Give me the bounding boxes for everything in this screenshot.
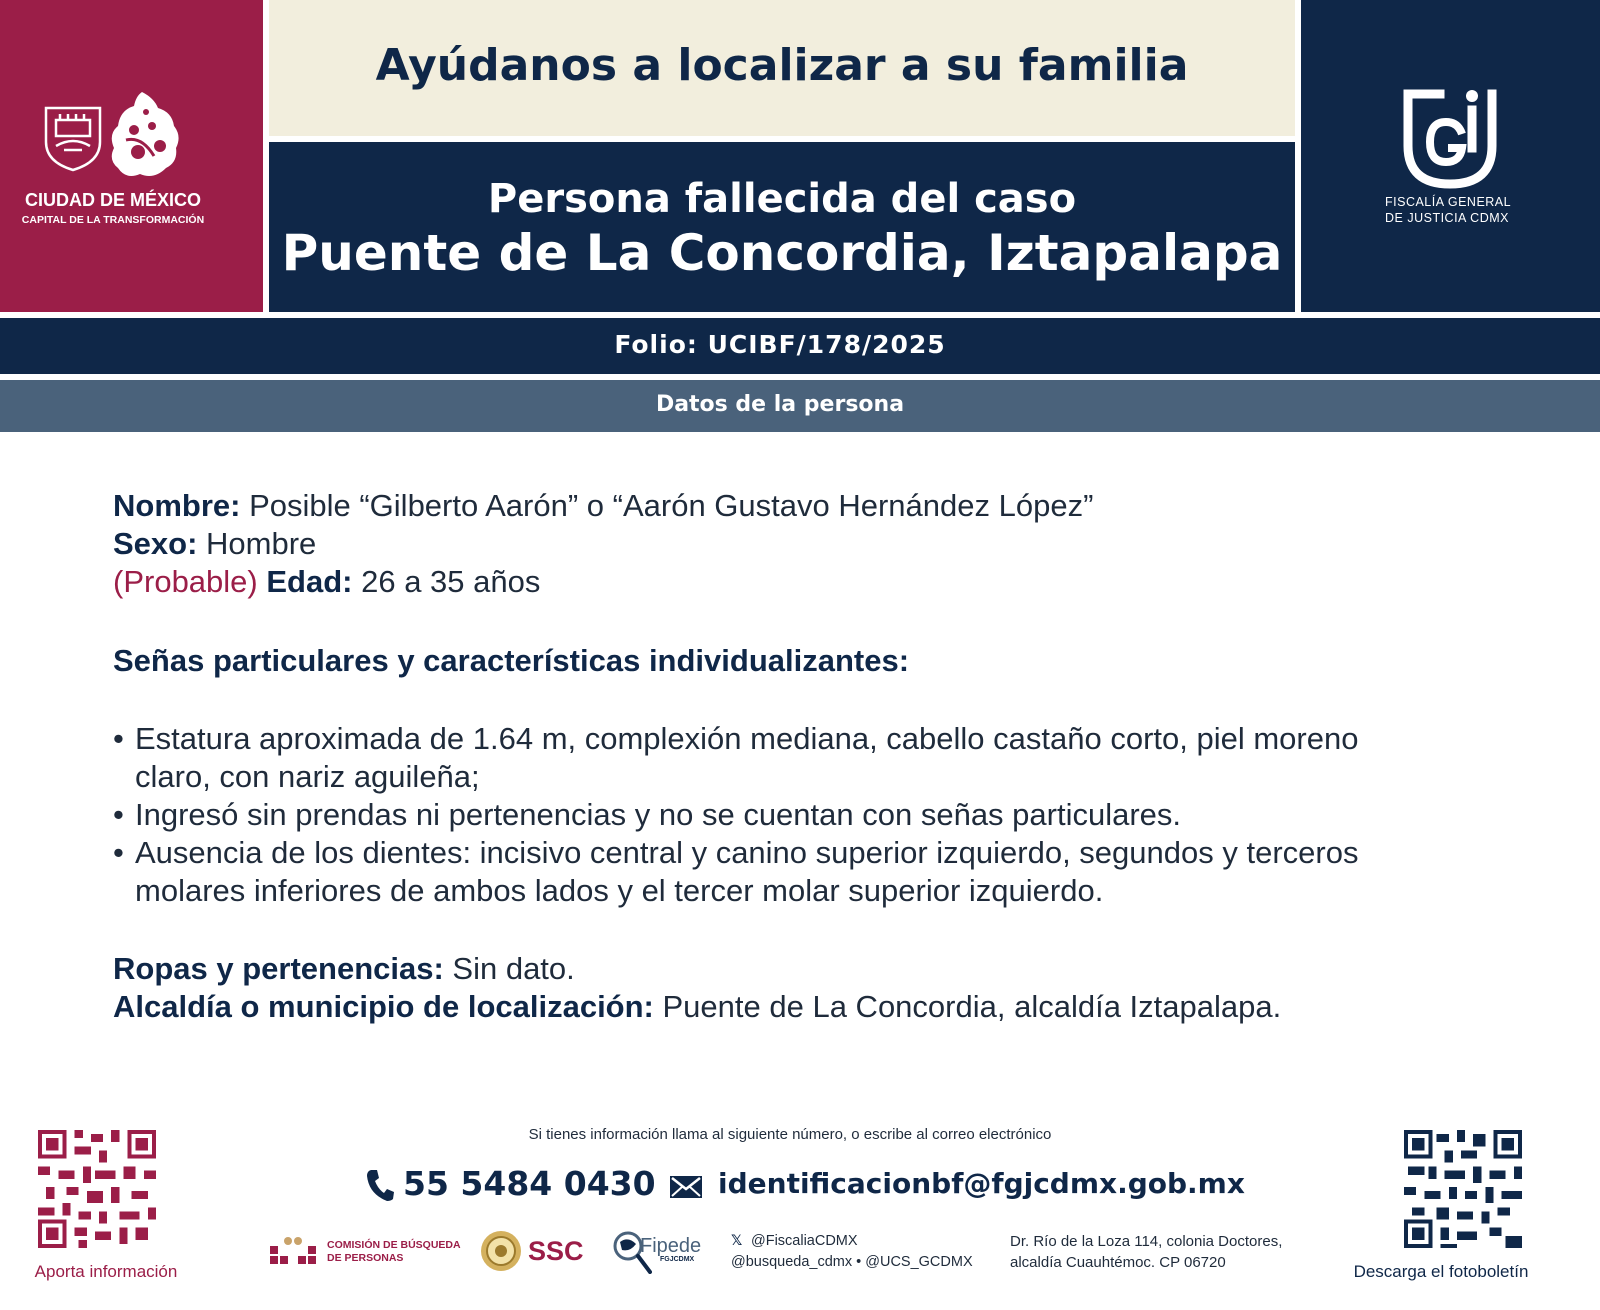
email-address[interactable]: identificacionbf@fgjcdmx.gob.mx	[718, 1167, 1245, 1200]
age-value: 26 a 35 años	[352, 564, 541, 599]
location-label: Alcaldía o municipio de localización:	[113, 989, 654, 1024]
case-subtitle: Persona fallecida del caso	[487, 176, 1077, 222]
features-title: Señas particulares y características individualizantes:	[113, 643, 910, 678]
address-line-2: alcaldía Cuauhtémoc. CP 06720	[1010, 1254, 1226, 1271]
fgj-logo-icon	[1400, 86, 1500, 191]
fgj-name-line2: DE JUSTICIA CDMX	[1385, 211, 1509, 225]
belongings-and-location	[113, 950, 1563, 1026]
belongings-value: Sin dato.	[443, 951, 575, 986]
contact-note: Si tienes información llama al siguiente número, o escribe al correo electrónico	[528, 1126, 1052, 1143]
age-row	[113, 563, 1513, 601]
social-handle-fiscalia[interactable]: @FiscaliaCDMX	[751, 1233, 858, 1249]
qr-code-download-icon[interactable]	[1404, 1130, 1522, 1248]
cdmx-tagline: CAPITAL DE LA TRANSFORMACIÓN	[21, 214, 205, 226]
list-item: • Ausencia de los dientes: incisivo central y canino superior izquierdo, segundos y terceros molares inferiores de ambos lados y el tercer molar superior izquierdo.	[113, 834, 1413, 910]
x-social-icon: 𝕏	[731, 1233, 743, 1249]
list-item: • Estatura aproximada de 1.64 m, complexión mediana, cabello castaño corto, piel moreno claro, con nariz aguileña;	[113, 720, 1413, 796]
cbp-name-line2: DE PERSONAS	[327, 1252, 404, 1264]
qr-download-label[interactable]: Descarga el fotoboletín	[1353, 1262, 1529, 1281]
name-label: Nombre:	[113, 488, 241, 523]
belongings-row	[113, 950, 1563, 988]
section-title: Datos de la persona	[655, 392, 905, 417]
fipede-sub: FGJCDMX	[660, 1256, 695, 1263]
sex-label: Sexo:	[113, 526, 198, 561]
phone-icon	[365, 1168, 395, 1202]
page-title: Ayúdanos a localizar a su familia	[375, 40, 1189, 91]
list-item: • Ingresó sin prendas ni pertenencias y no se cuentan con señas particulares.	[113, 796, 1413, 834]
location-row	[113, 988, 1563, 1026]
name-value: Posible “Gilberto Aarón” o “Aarón Gustavo Hernández López”	[240, 488, 1094, 523]
qr-report-label[interactable]: Aporta información	[34, 1262, 178, 1281]
mail-icon	[670, 1176, 702, 1198]
person-details	[113, 487, 1513, 601]
sex-value: Hombre	[197, 526, 317, 561]
folio-number: Folio: UCIBF/178/2025	[614, 330, 946, 359]
location-value: Puente de La Concordia, alcaldía Iztapalapa.	[653, 989, 1282, 1024]
cdmx-coat-of-arms-icon	[42, 90, 192, 185]
ssc-badge-icon	[480, 1230, 522, 1272]
cdmx-name: CIUDAD DE MÉXICO	[24, 190, 201, 210]
name-row	[113, 487, 1513, 525]
sex-row	[113, 525, 1513, 563]
belongings-label: Ropas y pertenencias:	[113, 951, 444, 986]
cbp-logo-icon	[270, 1236, 316, 1266]
age-qualifier: (Probable)	[113, 564, 258, 599]
phone-number[interactable]: 55 5484 0430	[403, 1164, 656, 1203]
cbp-name	[327, 1239, 461, 1265]
social-handles-secondary[interactable]: @busqueda_cdmx • @UCS_GCDMX	[731, 1254, 973, 1270]
fipede-name: Fipede	[640, 1235, 702, 1257]
cbp-name-line1: COMISIÓN DE BÚSQUEDA	[327, 1239, 461, 1251]
qr-code-report-icon[interactable]	[38, 1130, 156, 1248]
age-label: Edad:	[257, 564, 353, 599]
case-name: Puente de La Concordia, Iztapalapa	[281, 224, 1283, 282]
features-list	[113, 720, 1413, 910]
fgj-name-line1: FISCALÍA GENERAL	[1385, 195, 1512, 209]
ssc-name: SSC	[528, 1236, 584, 1266]
address-line-1: Dr. Río de la Loza 114, colonia Doctores,	[1010, 1233, 1283, 1250]
